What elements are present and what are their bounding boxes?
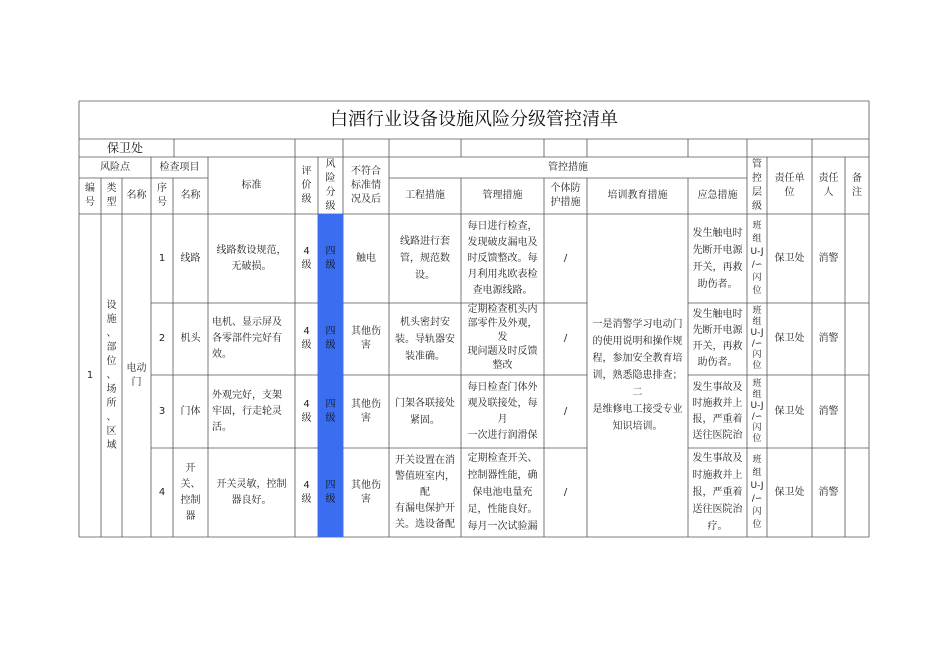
row-resp-unit: 保卫处 <box>774 405 805 417</box>
header-resp-unit: 责任单 位 <box>774 172 805 198</box>
header-control-measures: 管控措施 <box>548 161 588 173</box>
row-resp-unit: 保卫处 <box>774 333 805 344</box>
row-emergency: 发生触电时 先断开电源 开关，再救 助伤者。 <box>692 309 743 368</box>
row-ppe: / <box>563 252 568 264</box>
header-item-name: 名称 <box>180 190 201 201</box>
row-ppe: / <box>563 405 568 417</box>
row-risk-level: 四 级 <box>325 398 336 424</box>
row-item-name: 线路 <box>180 252 201 264</box>
row-resp-person: 消警 <box>818 405 839 417</box>
header-management: 管理措施 <box>482 190 523 201</box>
row-control-level: 班 组 U-J /∽ 闪 位 <box>750 454 764 530</box>
row-resp-person: 消警 <box>818 486 839 498</box>
row-nonconform: 其他伤 害 <box>351 479 381 505</box>
row-resp-person: 消警 <box>818 333 839 344</box>
row-item-name: 开 关、 控制 器 <box>180 462 201 522</box>
row-management: 每日检查门体外 观及联接处，每 月 一次进行润滑保 <box>467 381 538 441</box>
group-num: 1 <box>86 369 94 381</box>
row-resp-unit: 保卫处 <box>774 486 805 498</box>
row-engineering: 开关设置在消 警值班室内， 配 有漏电保护开 关。选设备配 <box>395 454 455 530</box>
row-resp-person: 消警 <box>818 252 839 264</box>
header-engineering: 工程措施 <box>405 190 445 201</box>
row-resp-unit: 保卫处 <box>774 252 805 264</box>
row-control-level: 班 组 U-J /∽ 闪 位 <box>750 378 764 444</box>
row-standard: 电机、显示屏及 各零部件完好有 效。 <box>212 317 282 360</box>
group-training: 一是消警学习电动门 的使用说明和操作规 程，参加安全教育培 训，熟悉隐患排查； 二 是维修电工接受专业 知识培训。 <box>592 319 683 432</box>
row-management: 每日进行检查， 发现破皮漏电及 时反馈整改。每 月利用兆欧表检 查电源线路。 <box>467 220 538 296</box>
row-nonconform: 触电 <box>356 252 376 264</box>
department-label: 保卫处 <box>107 141 144 155</box>
header-type: 类 型 <box>106 183 117 208</box>
header-emergency: 应急措施 <box>697 190 738 201</box>
row-management: 定期检查开关、 控制器性能，确 保电池电量充 足，性能良好。 每月一次试验漏 <box>467 453 538 532</box>
row-standard: 外观完好，支架 牢固，行走轮灵 活。 <box>212 389 282 433</box>
row-control-level: 班 组 U-J /∽ 闪 位 <box>750 306 764 371</box>
row-risk-level: 四 级 <box>325 326 336 351</box>
document-title: 白酒行业设备设施风险分级管控清单 <box>330 109 618 130</box>
row-emergency: 发生触电时 先断开电源 开关，再救 助伤者。 <box>692 227 743 290</box>
row-control-level: 班 组 U-J /∽ 闪 位 <box>750 220 764 296</box>
header-resp-person: 责任 人 <box>818 172 839 198</box>
header-check-item: 检查项目 <box>159 161 200 173</box>
row-emergency: 发生事故及 时施救并上 报，严重着 送往医院治 <box>692 381 743 441</box>
header-ppe: 个体防 护措施 <box>550 183 581 208</box>
header-training: 培训教育措施 <box>607 190 668 201</box>
row-ppe: / <box>563 486 568 498</box>
header-seq: 序 号 <box>157 183 167 208</box>
row-eval-level: 4 级 <box>301 326 312 351</box>
row-eval-level: 4 级 <box>301 398 312 424</box>
row-seq: 3 <box>158 405 166 417</box>
row-ppe: / <box>563 333 568 344</box>
row-seq: 2 <box>158 333 166 344</box>
row-risk-level: 四 级 <box>325 479 336 505</box>
header-name: 名称 <box>126 190 147 201</box>
row-item-name: 机头 <box>180 333 201 344</box>
group-name: 电动 门 <box>126 362 147 388</box>
row-eval-level: 4 级 <box>301 479 312 505</box>
row-standard: 线路数设规范， 无破损。 <box>216 244 287 272</box>
group-type: 设 施 、 部 位 、 场 所 、 区 域 <box>106 299 117 451</box>
header-control-level: 管 控 层 级 <box>752 158 762 212</box>
row-seq: 1 <box>158 252 166 264</box>
row-seq: 4 <box>158 486 166 498</box>
row-risk-level: 四 级 <box>325 245 336 271</box>
row-item-name: 门体 <box>180 405 201 417</box>
row-eval-level: 4 级 <box>301 245 312 271</box>
row-engineering: 机头密封安 装。导轨器安 装准确。 <box>395 316 455 362</box>
row-nonconform: 其他伤 害 <box>351 398 381 424</box>
row-nonconform: 其他伤 害 <box>351 326 381 351</box>
row-emergency: 发生事故及 时施救并上 报，严重着 送往医院治 疗。 <box>692 453 743 532</box>
header-remark: 备 注 <box>852 172 862 198</box>
row-engineering: 线路进行套 管，规范数 设。 <box>400 236 450 281</box>
header-risk-level: 风 险 分 级 <box>325 158 336 212</box>
row-standard: 开关灵敏，控制 器良好。 <box>216 478 287 506</box>
header-num: 编 号 <box>85 183 95 208</box>
header-standard: 标准 <box>241 179 262 191</box>
header-risk-point: 风险点 <box>100 161 130 173</box>
row-management: 定期检查机头内 部零件及外观， 发 现问题及时反馈 整改 <box>467 304 538 371</box>
row-engineering: 门架各联接处 紧固。 <box>395 397 455 426</box>
header-nonconform: 不符合 标准情 况及后 <box>351 165 381 205</box>
header-eval-level: 评 价 级 <box>301 165 312 205</box>
